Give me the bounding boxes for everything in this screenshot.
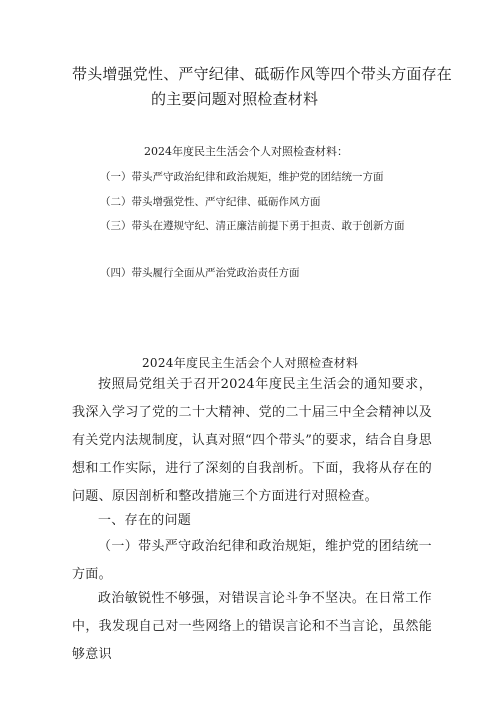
summary-item-3: （三）带头在遵规守纪、清正廉洁前提下勇于担责、敢于创新方面	[100, 220, 405, 232]
summary-heading: 2024年度民主生活会个人对照检查材料：	[144, 145, 348, 158]
subsection-heading-1: （一）带头严守政治纪律和政治规矩，维护党的团结统一方面。	[72, 539, 432, 582]
body-heading: 2024年度民主生活会个人对照检查材料	[142, 356, 359, 370]
summary-section	[70, 143, 440, 283]
title-line-1: 带头增强党性、严守纪律、砥砺作风等四个带头方面存在	[72, 65, 453, 83]
body-paragraph-intro: 按照局党组关于召开2024年度民主生活会的通知要求，我深入学习了党的二十大精神、党的二十届三中全会精神以及有关党内法规制度，认真对照“四个带头”的要求，结合自身思想和工作实际，进行了深刻的自我剖析。下面，我将从存在的问题、原因剖析和整改措施三个方面进行对照检查。	[72, 377, 432, 504]
section-heading-problems: 一、存在的问题	[98, 513, 192, 528]
summary-item-1: （一）带头严守政治纪律和政治规矩，维护党的团结统一方面	[100, 171, 384, 183]
summary-item-2: （二）带头增强党性、严守纪律、砥砺作风方面	[100, 196, 321, 208]
title-line-2: 的主要问题对照检查材料	[151, 90, 319, 108]
summary-item-4: （四）带头履行全面从严治党政治责任方面	[100, 267, 300, 279]
document-title	[72, 62, 453, 112]
body-paragraph-problem-1: 政治敏锐性不够强，对错误言论斗争不坚决。在日常工作中，我发现自己对一些网络上的错误言论和不当言论，虽然能够意识	[72, 591, 432, 662]
body-section	[72, 349, 432, 707]
